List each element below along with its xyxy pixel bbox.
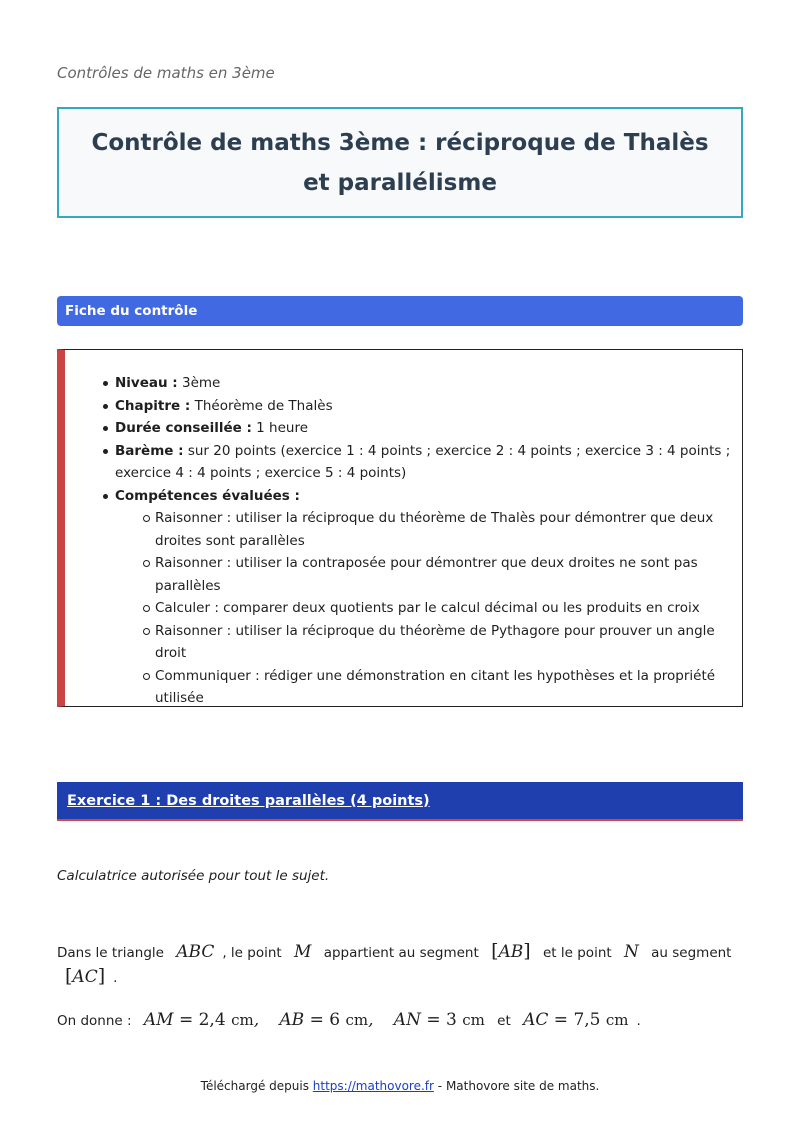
- math-ac: AC = 7,5 cm: [523, 1010, 629, 1030]
- math-lhs: AM: [143, 1010, 174, 1030]
- math-value: 7,5: [573, 1010, 601, 1030]
- fiche-label: Niveau :: [115, 375, 178, 391]
- fiche-value: 1 heure: [256, 420, 309, 436]
- fiche-item-duree: [103, 417, 732, 440]
- fiche-label: Durée conseillée :: [115, 420, 252, 436]
- math-value: 3: [446, 1010, 457, 1030]
- text: appartient au segment: [323, 945, 479, 961]
- fiche-value: 3ème: [182, 375, 221, 391]
- competence-item: Raisonner : utiliser la contraposée pour démontrer que deux droites ne sont pas parallèles: [143, 552, 732, 597]
- fiche-item-bareme: [103, 440, 732, 485]
- math-point-n: N: [623, 942, 639, 962]
- math-unit: cm: [462, 1011, 485, 1029]
- math-unit: cm: [605, 1011, 629, 1029]
- text: Dans le triangle: [57, 945, 164, 961]
- footer-prefix: Téléchargé depuis: [200, 1079, 309, 1093]
- text: et le point: [543, 945, 612, 961]
- math-value: 6: [329, 1010, 341, 1030]
- competence-item: Raisonner : utiliser la réciproque du théorème de Pythagore pour prouver un angle droit: [143, 620, 732, 665]
- math-unit: cm: [231, 1011, 254, 1029]
- math-lhs: AC: [523, 1010, 549, 1030]
- breadcrumb: Contrôles de maths en 3ème: [57, 64, 275, 82]
- math-segment-ab: [AB]: [491, 940, 531, 962]
- exercice-1-data: [57, 1009, 747, 1033]
- competences-list: [115, 507, 732, 710]
- competence-item: Raisonner : utiliser la réciproque du théorème de Thalès pour démontrer que deux droites sont parallèles: [143, 507, 732, 552]
- competence-item: Communiquer : rédiger une démonstration en citant les hypothèses et la propriété utilisée: [143, 665, 732, 710]
- fiche-label: Chapitre :: [115, 397, 191, 414]
- math-an: AN = 3 cm: [393, 1010, 485, 1030]
- competence-item: Calculer : comparer deux quotients par le calcul décimal ou les produits en croix: [143, 597, 732, 620]
- fiche-item-niveau: [103, 372, 732, 395]
- fiche-item-competences: [103, 485, 732, 710]
- page-title: Contrôle de maths 3ème : réciproque de Thalès et parallélisme: [91, 129, 709, 196]
- fiche-value: Théorème de Thalès: [194, 397, 333, 414]
- footer-suffix: - Mathovore site de maths.: [437, 1079, 600, 1093]
- text: .: [636, 1013, 641, 1029]
- fiche-label: Barème :: [115, 442, 184, 459]
- calculator-note: Calculatrice autorisée pour tout le sujet.: [57, 868, 330, 884]
- math-lhs: AB: [279, 1010, 305, 1030]
- math-ab: AB = 6 cm,: [279, 1010, 374, 1030]
- exercice-1-statement: [57, 940, 747, 990]
- fiche-label: Compétences évaluées :: [115, 487, 300, 504]
- math-unit: cm: [345, 1011, 369, 1029]
- exercice-1-header[interactable]: [57, 782, 743, 821]
- math-value: 2,4: [198, 1010, 226, 1030]
- segment-label: AC: [72, 967, 98, 987]
- fiche-header: Fiche du contrôle: [57, 296, 743, 326]
- math-lhs: AN: [393, 1010, 421, 1030]
- text: , le point: [222, 945, 282, 961]
- text: On donne :: [57, 1013, 132, 1029]
- text: .: [113, 970, 118, 986]
- text: au segment: [651, 945, 732, 961]
- text: et: [497, 1013, 511, 1029]
- math-point-m: M: [294, 942, 312, 962]
- footer: [0, 1079, 800, 1093]
- fiche-value: sur 20 points (exercice 1 : 4 points ; exercice 2 : 4 points ; exercice 3 : 4 points ; exercice 4 : 4 points ; exercice 5 : 4 points): [115, 442, 731, 481]
- fiche-item-chapitre: [103, 395, 732, 418]
- math-triangle: ABC: [176, 942, 215, 962]
- fiche-box: [57, 349, 743, 707]
- page-title-box: [57, 107, 743, 218]
- footer-link[interactable]: https://mathovore.fr: [312, 1079, 434, 1093]
- math-segment-ac: [AC]: [65, 965, 106, 987]
- math-am: AM = 2,4 cm,: [143, 1010, 260, 1030]
- fiche-list: [103, 372, 732, 710]
- exercice-1-title[interactable]: Exercice 1 : Des droites parallèles (4 points): [67, 792, 430, 809]
- segment-label: AB: [498, 942, 524, 962]
